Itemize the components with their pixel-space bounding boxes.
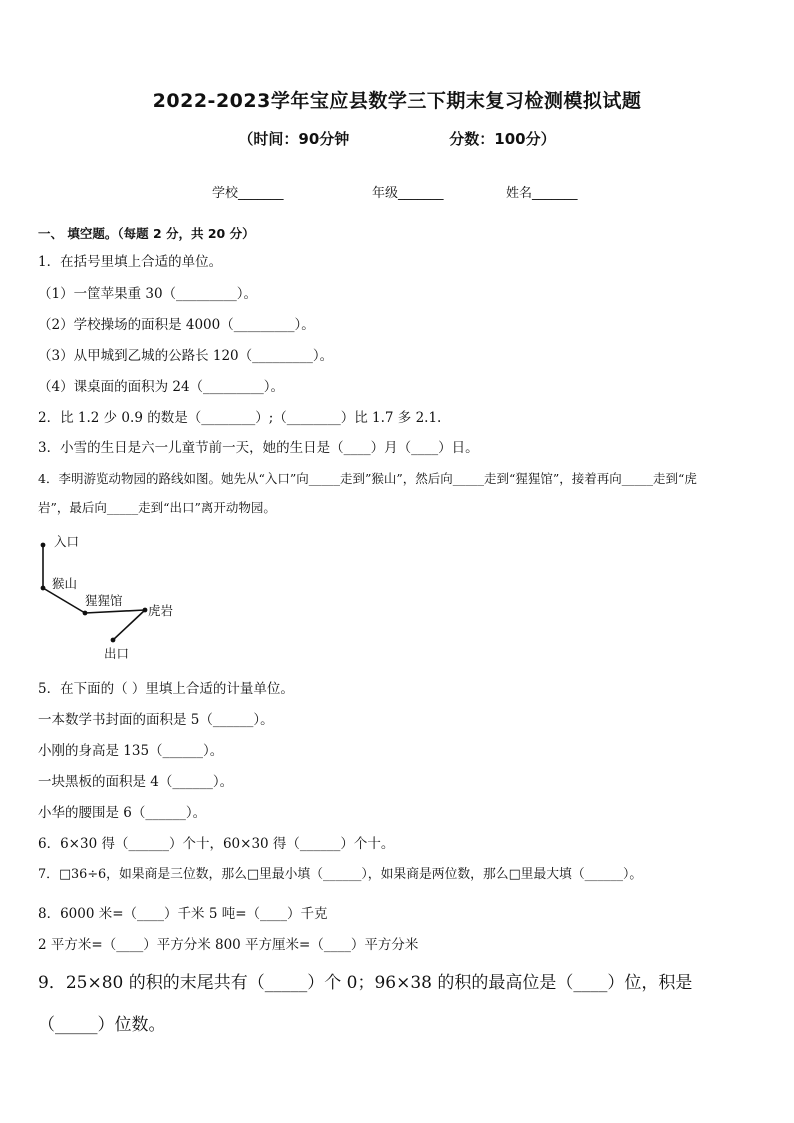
map-label-entrance: 入口 — [54, 534, 80, 549]
question-5-item: 一块黑板的面积是 4（______）。 — [38, 774, 234, 790]
question-1-stem: 1．在括号里填上合适的单位。 — [38, 254, 223, 270]
exam-title: 2022-2023学年宝应县数学三下期末复习检测模拟试题 — [152, 90, 642, 112]
route-point-tiger-rock — [143, 608, 148, 613]
question-8-line-1: 8．6000 米=（____）千米 5 吨=（____）千克 — [38, 906, 328, 922]
question-1-item: （1）一筐苹果重 30（_________）。 — [38, 286, 258, 302]
question-5-item: 小刚的身高是 135（______）。 — [38, 743, 224, 759]
route-point-exit — [111, 638, 116, 643]
total-score: 分数：100分） — [449, 130, 556, 148]
question-7: 7．□36÷6，如果商是三位数，那么□里最小填（______），如果商是两位数，那么□里最大填（______）。 — [38, 867, 643, 882]
section-heading-fill-blank: 一、 填空题。（每题 2 分，共 20 分） — [38, 226, 255, 241]
question-6: 6．6×30 得（______）个十，60×30 得（______）个十。 — [38, 836, 395, 852]
question-5-stem: 5．在下面的（ ）里填上合适的计量单位。 — [38, 681, 294, 697]
question-9-line-1: 9．25×80 的积的末尾共有（_____）个 0；96×38 的积的最高位是（____）位，积是 — [38, 973, 693, 993]
zoo-route-map — [30, 530, 200, 665]
question-3: 3．小雪的生日是六一儿童节前一天，她的生日是（____）月（____）日。 — [38, 440, 479, 456]
route-point-entrance — [41, 543, 46, 548]
question-5-item: 一本数学书封面的面积是 5（______）。 — [38, 712, 274, 728]
question-1-item: （3）从甲城到乙城的公路长 120（_________）。 — [38, 348, 334, 364]
map-label-exit: 出口 — [104, 646, 130, 661]
route-point-monkey-hill — [41, 586, 46, 591]
time-limit: （时间：90分钟 — [238, 130, 350, 148]
map-label-tiger-rock: 虎岩 — [148, 603, 174, 618]
route-point-gorilla-house — [83, 611, 88, 616]
question-9-line-2: （_____）位数。 — [38, 1015, 166, 1035]
name-field[interactable]: 姓名_______ — [506, 186, 578, 201]
question-1-item: （4）课桌面的面积为 24（_________）。 — [38, 379, 285, 395]
question-5-item: 小华的腰围是 6（______）。 — [38, 805, 207, 821]
question-4-line-1: 4．李明游览动物园的路线如图。她先从“入口”向_____走到”猴山”，然后向_____走到“猩猩馆”，接着再向_____走到“虎 — [38, 471, 697, 486]
exam-subtitle — [0, 128, 794, 149]
map-label-monkey-hill: 猴山 — [52, 576, 78, 591]
question-8-line-2: 2 平方米=（____）平方分米 800 平方厘米=（____）平方分米 — [38, 937, 419, 953]
question-1-item: （2）学校操场的面积是 4000（_________）。 — [38, 317, 315, 333]
school-field[interactable]: 学校_______ — [212, 186, 284, 201]
grade-field[interactable]: 年级_______ — [372, 186, 444, 201]
map-label-gorilla-house: 猩猩馆 — [85, 593, 123, 608]
question-2: 2．比 1.2 少 0.9 的数是（________）;（________）比 1.7 多 2.1. — [38, 410, 442, 426]
question-4-line-2: 岩”，最后向_____走到“出口”离开动物园。 — [38, 500, 276, 515]
